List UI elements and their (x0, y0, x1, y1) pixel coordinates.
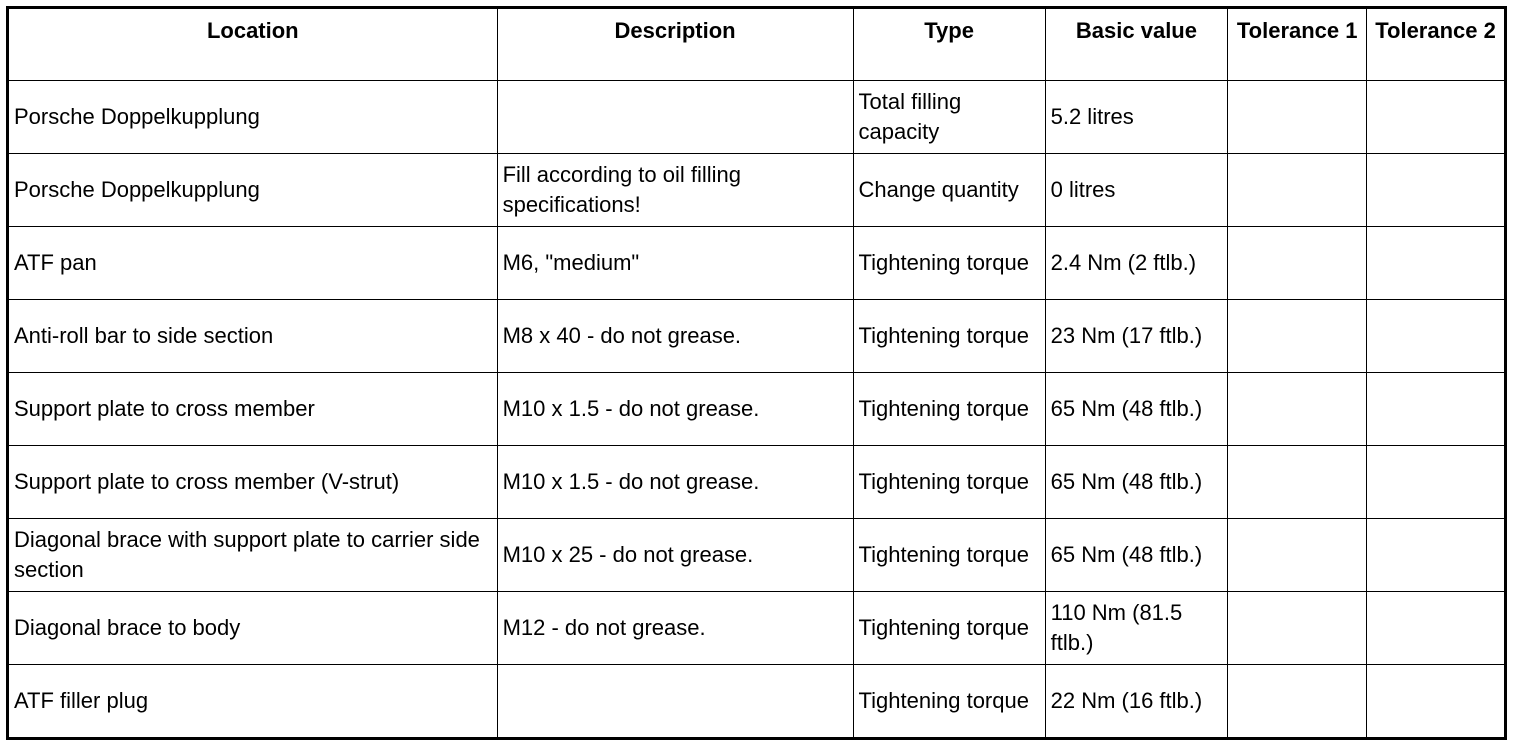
cell-type: Tightening torque (853, 446, 1045, 519)
cell-type: Tightening torque (853, 227, 1045, 300)
table-row (8, 154, 1506, 227)
cell-location: Diagonal brace to body (8, 592, 498, 665)
cell-basic-value: 65 Nm (48 ftlb.) (1045, 373, 1228, 446)
cell-tolerance-1 (1228, 154, 1367, 227)
cell-type: Tightening torque (853, 300, 1045, 373)
cell-tolerance-2 (1367, 81, 1506, 154)
header-tolerance-2: Tolerance 2 (1367, 8, 1506, 81)
cell-tolerance-2 (1367, 665, 1506, 739)
cell-tolerance-1 (1228, 446, 1367, 519)
cell-location: ATF filler plug (8, 665, 498, 739)
cell-basic-value: 2.4 Nm (2 ftlb.) (1045, 227, 1228, 300)
cell-tolerance-2 (1367, 300, 1506, 373)
cell-basic-value: 65 Nm (48 ftlb.) (1045, 446, 1228, 519)
cell-description: M12 - do not grease. (497, 592, 853, 665)
cell-tolerance-2 (1367, 446, 1506, 519)
cell-description: M10 x 25 - do not grease. (497, 519, 853, 592)
table-row (8, 665, 1506, 739)
header-location: Location (8, 8, 498, 81)
header-type: Type (853, 8, 1045, 81)
specification-table (6, 6, 1507, 740)
cell-type: Tightening torque (853, 519, 1045, 592)
cell-tolerance-1 (1228, 519, 1367, 592)
cell-basic-value: 22 Nm (16 ftlb.) (1045, 665, 1228, 739)
cell-description: M10 x 1.5 - do not grease. (497, 446, 853, 519)
cell-tolerance-1 (1228, 300, 1367, 373)
cell-type: Total filling capacity (853, 81, 1045, 154)
cell-description: M10 x 1.5 - do not grease. (497, 373, 853, 446)
cell-description (497, 665, 853, 739)
cell-location: ATF pan (8, 227, 498, 300)
table-row (8, 592, 1506, 665)
table-row (8, 227, 1506, 300)
cell-location: Anti-roll bar to side section (8, 300, 498, 373)
cell-basic-value: 65 Nm (48 ftlb.) (1045, 519, 1228, 592)
cell-location: Porsche Doppelkupplung (8, 81, 498, 154)
cell-tolerance-2 (1367, 519, 1506, 592)
cell-tolerance-1 (1228, 81, 1367, 154)
header-description: Description (497, 8, 853, 81)
cell-location: Porsche Doppelkupplung (8, 154, 498, 227)
table-row (8, 446, 1506, 519)
cell-type: Tightening torque (853, 592, 1045, 665)
cell-tolerance-2 (1367, 227, 1506, 300)
cell-type: Tightening torque (853, 373, 1045, 446)
cell-basic-value: 110 Nm (81.5 ftlb.) (1045, 592, 1228, 665)
cell-description (497, 81, 853, 154)
table-row (8, 373, 1506, 446)
cell-tolerance-2 (1367, 373, 1506, 446)
cell-basic-value: 23 Nm (17 ftlb.) (1045, 300, 1228, 373)
cell-tolerance-1 (1228, 665, 1367, 739)
cell-description: Fill according to oil filling specifications! (497, 154, 853, 227)
header-basic-value: Basic value (1045, 8, 1228, 81)
cell-description: M6, "medium" (497, 227, 853, 300)
cell-basic-value: 5.2 litres (1045, 81, 1228, 154)
cell-description: M8 x 40 - do not grease. (497, 300, 853, 373)
cell-tolerance-1 (1228, 373, 1367, 446)
cell-tolerance-2 (1367, 154, 1506, 227)
cell-tolerance-2 (1367, 592, 1506, 665)
table-header-row (8, 8, 1506, 81)
cell-basic-value: 0 litres (1045, 154, 1228, 227)
cell-location: Support plate to cross member (V-strut) (8, 446, 498, 519)
table-row (8, 81, 1506, 154)
cell-location: Support plate to cross member (8, 373, 498, 446)
cell-type: Tightening torque (853, 665, 1045, 739)
cell-type: Change quantity (853, 154, 1045, 227)
cell-tolerance-1 (1228, 592, 1367, 665)
table-row (8, 519, 1506, 592)
header-tolerance-1: Tolerance 1 (1228, 8, 1367, 81)
cell-location: Diagonal brace with support plate to carrier side section (8, 519, 498, 592)
cell-tolerance-1 (1228, 227, 1367, 300)
table-row (8, 300, 1506, 373)
